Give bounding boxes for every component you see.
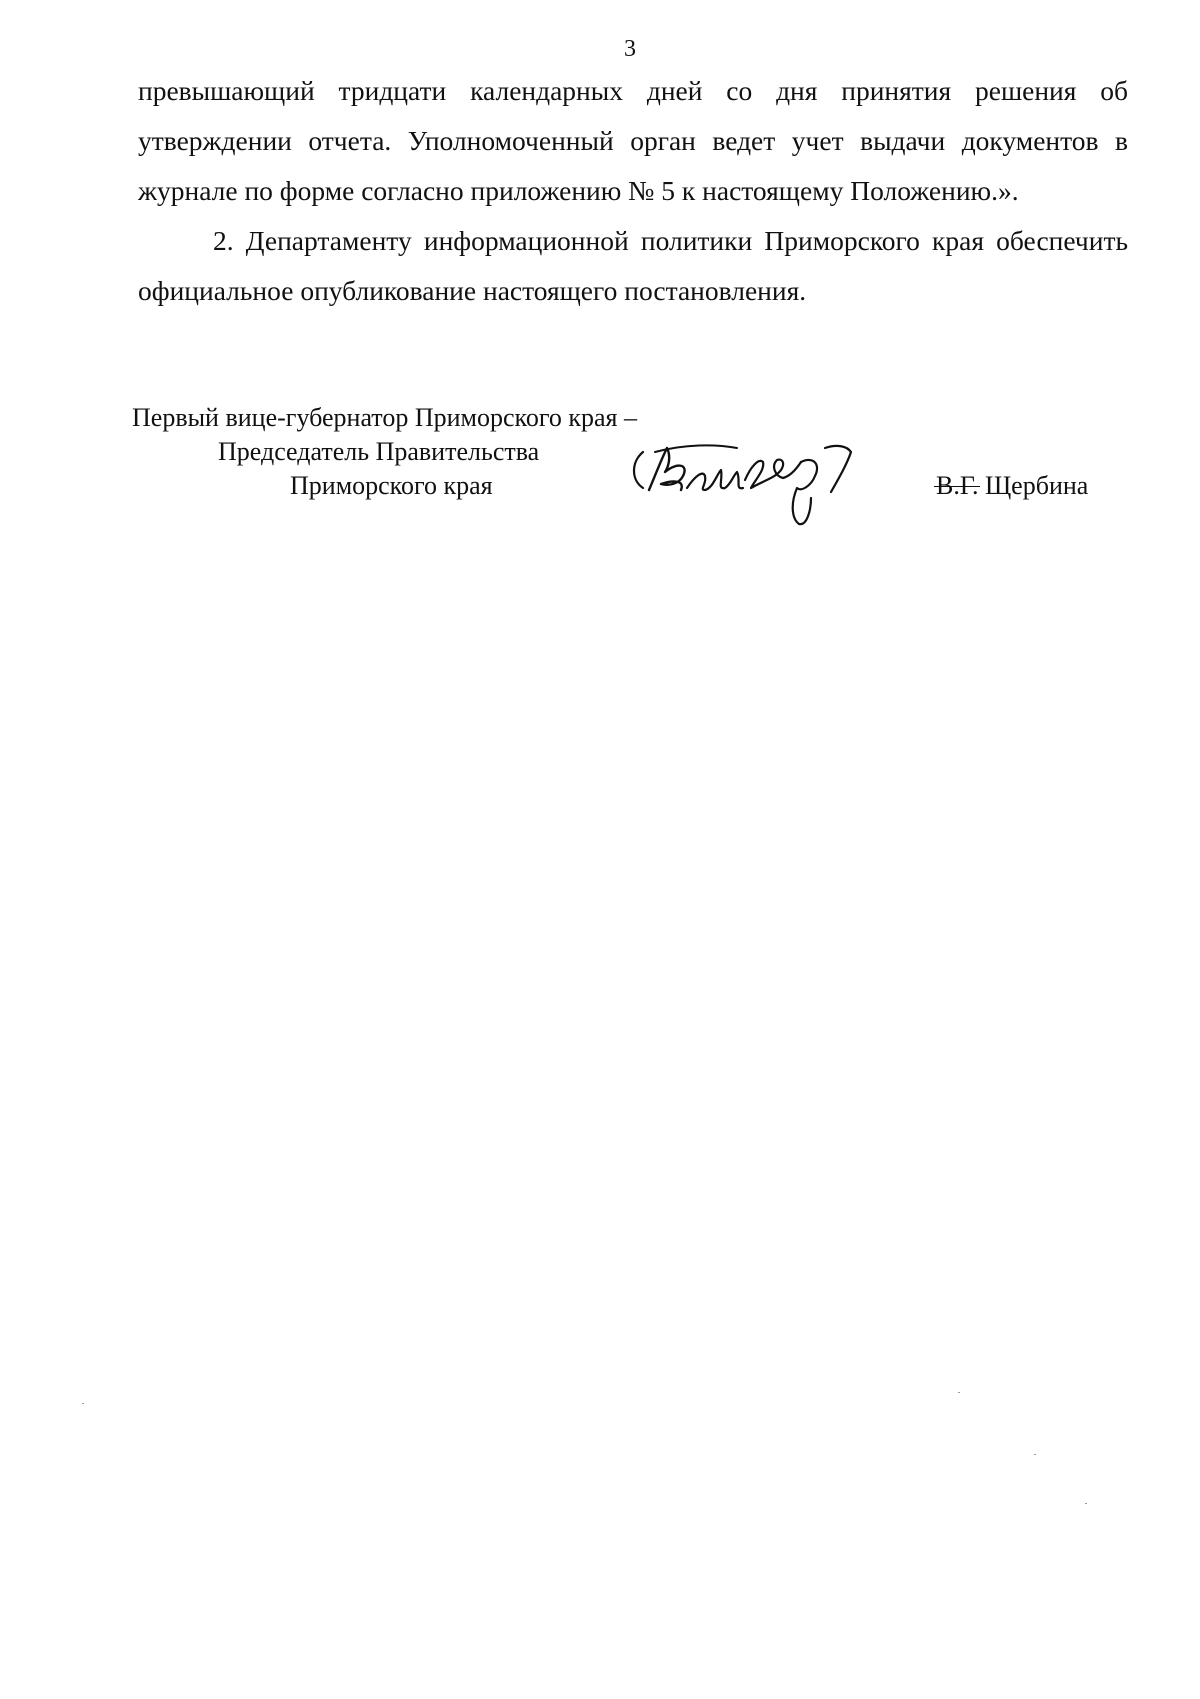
- body-text: [138, 66, 1128, 316]
- paragraph-continuation: превышающий тридцати календарных дней со дня принятия решения об утверждении отчета. Уполномоченный орган ведет учет выдачи документов в журнале по форме согласно приложению № 5 к настоящему Положению.».: [138, 75, 1128, 206]
- scan-speck: [82, 1403, 84, 1404]
- scan-speck: [1085, 1503, 1087, 1504]
- paragraph-item-2: 2. Департаменту информационной политики Приморского края обеспечить официальное опубликование настоящего постановления.: [138, 225, 1128, 306]
- position-line-1: Первый вице-губернатор Приморского края –: [132, 403, 637, 432]
- signatory-position: [132, 401, 637, 503]
- scan-speck: [1034, 1454, 1036, 1455]
- signer-name: [936, 469, 1088, 503]
- position-line-3: Приморского края: [290, 471, 493, 500]
- signer-initials: В.Г.: [936, 471, 979, 500]
- signer-surname: Щербина: [978, 471, 1089, 500]
- page-number: 3: [624, 36, 636, 62]
- handwritten-signature-icon: [625, 440, 885, 540]
- position-line-2: Председатель Правительства: [218, 437, 540, 466]
- scan-speck: [958, 1392, 960, 1393]
